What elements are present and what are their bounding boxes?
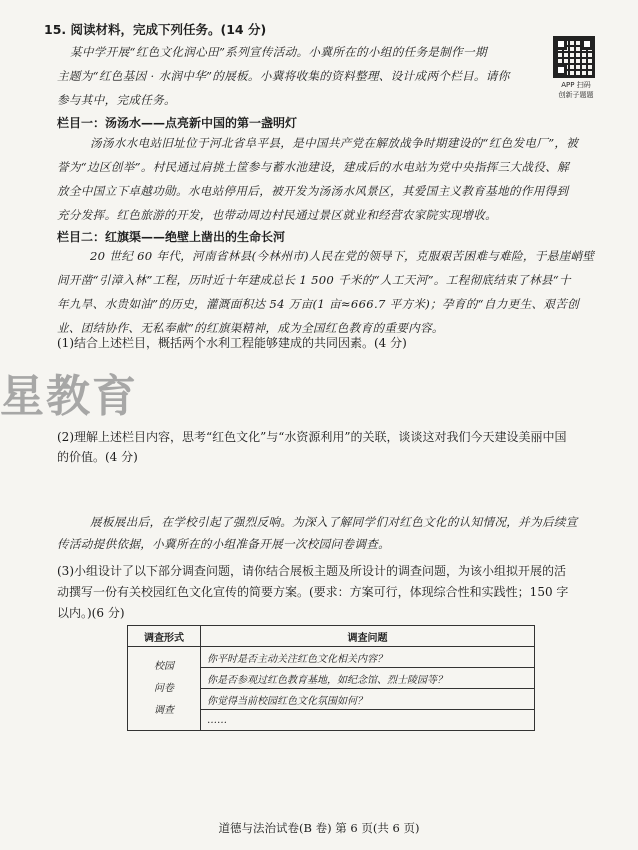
after-line-1: 展板展出后，在学校引起了强烈反响。为深入了解同学们对红色文化的认知情况，并为后续宣 (90, 515, 578, 529)
survey-question-2: 你是否参观过红色教育基地，如纪念馆、烈士陵园等？ (201, 668, 535, 689)
sub-question-2-line-1: (2)理解上述栏目内容，思考“红色文化”与“水资源利用”的关联，谈谈这对我们今天建设美丽中国 (57, 430, 567, 444)
column2-line-2: 间开凿“引漳入林”工程，历时近十年建成总长 1 500 千米的“人工天河”。工程彻底结束了林县“十 (57, 273, 571, 287)
column1-line-3: 放全中国立下卓越功勋。水电站停用后，被开发为汤汤水风景区，其爱国主义教育基地的作用得到 (57, 184, 569, 198)
qr-caption: APP 扫码 创新子题题 (558, 81, 594, 99)
sub-question-1: (1)结合上述栏目，概括两个水利工程能够建成的共同因素。(4 分) (57, 336, 407, 350)
page-footer: 道德与法治试卷(B 卷) 第 6 页(共 6 页) (218, 821, 420, 835)
sub-question-2-line-2: 的价值。(4 分) (57, 450, 138, 464)
intro-line-2: 主题为“红色基因 · 水润中华”的展板。小冀将收集的资料整理、设计成两个栏目。请你 (57, 69, 510, 83)
survey-question-1: 你平时是否主动关注红色文化相关内容？ (201, 647, 535, 668)
column1-line-2: 誉为“边区创举”。村民通过肩挑土筐参与蓄水池建设，建成后的水电站为党中央指挥三大战役、解 (57, 160, 569, 174)
column1-line-1: 汤汤水水电站旧址位于河北省阜平县，是中国共产党在解放战争时期建设的“红色发电厂”，被 (90, 136, 579, 150)
column1-line-4: 充分发挥。红色旅游的开发，也带动周边村民通过景区就业和经营农家院实现增收。 (57, 208, 498, 222)
intro-paragraph: 某中学开展“红色文化润心田”系列宣传活动。小冀所在的小组的任务是制作一期 (70, 45, 487, 59)
column2-line-4: 业、团结协作、无私奉献”的红旗渠精神，成为全国红色教育的重要内容。 (57, 321, 444, 335)
column2-line-1: 20 世纪 60 年代，河南省林县(今林州市)人民在党的领导下，克服艰苦困难与难险，于悬崖峭壁 (90, 249, 595, 263)
qr-code-icon (553, 36, 595, 78)
table-header-form: 调查形式 (128, 626, 201, 647)
sub-question-3-line-3: 以内。)(6 分) (57, 606, 125, 620)
intro-line-3: 参与其中，完成任务。 (57, 93, 176, 107)
survey-table (127, 625, 535, 731)
sub-question-3-line-1: (3)小组设计了以下部分调查问题，请你结合展板主题及所设计的调查问题，为该小组拟开展的活 (57, 564, 567, 578)
column2-title: 栏目二：红旗渠——绝壁上凿出的生命长河 (57, 230, 286, 244)
column2-line-3: 年九旱、水贵如油”的历史，灌溉面积达 54 万亩(1 亩≈666.7 平方米)；孕育的“自力更生、艰苦创 (57, 297, 580, 311)
column1-title: 栏目一：汤汤水——点亮新中国的第一盏明灯 (57, 116, 298, 130)
table-header-question: 调查问题 (201, 626, 535, 647)
question-header: 15. 阅读材料，完成下列任务。(14 分) (44, 22, 267, 37)
watermark-logo: 星教育 (0, 371, 138, 422)
sub-question-3-line-2: 动撰写一份有关校园红色文化宣传的简要方案。(要求：方案可行，体现综合性和实践性；150 字 (57, 585, 569, 599)
survey-question-3: 你觉得当前校园红色文化氛围如何？ (201, 689, 535, 710)
after-line-2: 传活动提供依据，小冀所在的小组准备开展一次校园问卷调查。 (57, 537, 391, 551)
table-row (128, 647, 535, 668)
survey-form-cell: 校园 问卷 调查 (128, 647, 201, 731)
survey-question-4: …… (201, 710, 535, 731)
